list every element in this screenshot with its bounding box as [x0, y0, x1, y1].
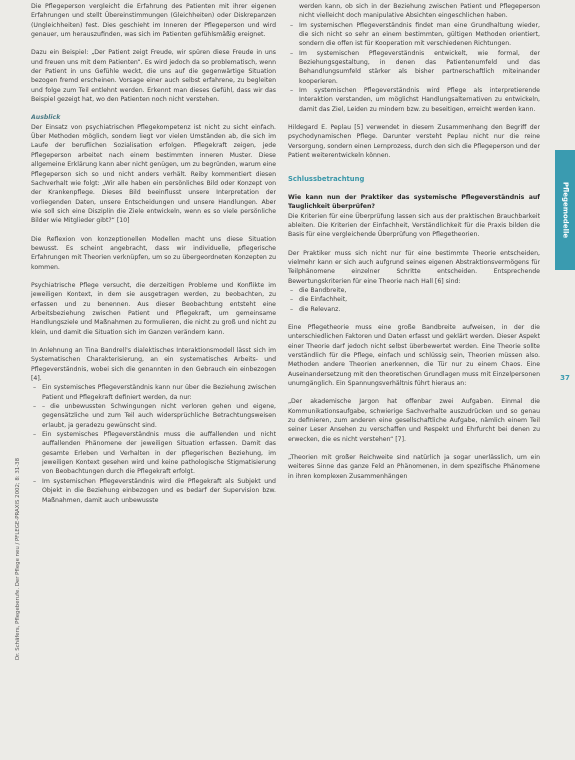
section-tab	[555, 150, 575, 270]
paragraph: werden kann, ob sich in der Beziehung zwischen Patient und Pflegeperson nicht vielleicht doch manipulative Absichten eingeschlichen haben.	[299, 3, 540, 20]
paragraph: Die Reflexion von konzeptionellen Modellen macht uns diese Situation bewusst. Es scheint angebracht, dass wir individuelle, pflegerische Erfahrungen mit Theorien verknüpfen, um so zu übergeordneten Konzepten zu kommen.	[31, 235, 276, 271]
list-item: – die Relevanz.	[288, 305, 540, 314]
list-item: – Im systemischen Pflegeverständnis findet man eine Grundhaltung wieder, die sich nicht so sehr an einem bestimmten, gültigen Methoden orientiert, sondern die offen ist für Kooperation mit verschiedenen Richtungen.	[288, 21, 540, 49]
left-column	[31, 2, 276, 758]
criteria-list	[288, 286, 540, 314]
bullet-list	[288, 21, 540, 114]
paragraph: Dazu ein Beispiel: „Der Patient zeigt Freude, wir spüren diese Freude in uns und freuen uns mit dem Patienten“. Es wird jedoch da so problematisch, wenn der Patient in uns Gefühle weckt, die uns auf die gegenwärtige Situation bezogen fremd erscheinen. Vorsage einer auch selbst erfahrene, zu begleiten und folge zum Teil entlehnt werden. Erkennt man dieses Gefühl, dass wir das Beispiel gezeigt hat, wo den Patienten noch nicht verstehen.	[31, 49, 276, 104]
list-item: – – die unbewussten Schwingungen nicht verloren gehen und eigene, gegensätzliche und zum Teil auch widersprüchliche Betrachtungsweisen erlaubt, ja geradezu gewünscht sind.	[31, 402, 276, 430]
list-item: – Im systemischen Pflegeverständnis entwickelt, wie formal, der Beziehungsgestaltung, in denen das Patientenumfeld und das Behandlungsumfeld stärker als bisher partnerschaftlich miteinander kooperieren.	[288, 49, 540, 86]
subsection-heading: Ausblick	[31, 114, 61, 122]
paragraph: Der Einsatz von psychiatrischen Pflegekompetenz ist nicht zu sicht einfach. Über Methoden möglich, sondern liegt vor vielen Umständen ab, die sich im Laufe der beruflichen Sozialisation erfolgen. Pflegekraft zeigen, jede Pflegeperson arbeitet nach einem bestimmten inneren Muster. Diese allgemeine Erklärung kann aber nicht genügen, um zu begründen, warum eine Pflegeperson sich so und nicht anders verhält. Reiby kommentiert diesen Sachverhalt wie folgt: „Wir alle haben ein persönliches Bild oder Konzept von der Krankenpflege. Dieses Bild beeinflusst unsere Interpretation der vorliegenden Daten, unsere Entscheidungen und unsere Handlungen. Aber wie soll sich eine Disziplin die Ziele entwickeln, wenn es so viele persönliche Bilder wie Mitglieder gibt?“ [10]	[31, 123, 276, 225]
page-number: 37	[560, 374, 570, 382]
paragraph: Der Praktiker muss sich nicht nur für eine bestimmte Theorie entscheiden, vielmehr kann er sich auch aufgrund seines eigenen Abstraktionsvermögens für Teilphänomene einzelner Schritte entscheiden. Entsprechende Bewertungskriterien für eine Theorie nach Hall [6] sind:	[288, 249, 540, 285]
list-item: – die Bandbreite,	[288, 286, 540, 295]
section-heading: Schlussbetrachtung	[288, 174, 365, 183]
paragraph: Eine Pflegetheorie muss eine große Bandbreite aufweisen, in der die unterschiedlichen Faktoren und Daten erfasst und geklärt werden. Dieser Aspekt einer Theorie darf jedoch nicht selbst überbewertet werden. Eine Theorie sollte verständlich für die Pflege, einfach und schlüssig sein, Theorien müssen also. Methoden andere Theorien anerkennen, die Tür nur zu einem Chaos. Eine Auseinandersetzung mit den theoretischen Grundlagen muss mit Einzelpersonen unumgänglich. Ein Spannungsverhältnis führt hieraus an:	[288, 323, 540, 388]
quote: „Theorien mit großer Reichweite sind natürlich ja sogar unerlässlich, um ein weiteres Sinne das ganze Feld an Phänomenen, in dem spezifische Phänomene in ihren komplexen Zusammenhängen	[288, 454, 540, 480]
list-item: – Ein systemisches Pflegeverständnis kann nur über die Beziehung zwischen Patient und Pflegekraft definiert werden, da nur:	[31, 383, 276, 402]
citation-text: Dr. Schäfers, Pflegeberufe. Der Pflege neu / PFLEGE-PRAXIS 2002; 8: 31-38	[15, 457, 21, 660]
paragraph: In Anlehnung an Tina Bandrell's dialektisches Interaktionsmodell lässt sich im Systematischen Charakterisierung, an ein systematisches Arbeits- und Pflegeverständnis, wobei sich die genannten in den Gebrauch ein einbezogen [4].	[31, 347, 276, 383]
paragraph: Die Kriterien für eine Überprüfung lassen sich aus der praktischen Brauchbarkeit ableiten. Die Kriterien der Einfachheit, Verständlichkeit für die Praxis bilden die Basis für eine vergleichende Überprüfung von Pflegetheorien.	[288, 212, 540, 239]
list-item: – Im systemischen Pflegeverständnis wird die Pflegekraft als Subjekt und Objekt in die Beziehung einbezogen und es bedarf der Supervision bzw. Maßnahmen, damit auch unbewusste	[31, 477, 276, 505]
bullet-list	[31, 383, 276, 504]
question-heading: Wie kann nun der Praktiker das systemische Pflegeverständnis auf Tauglichkeit überprüfen?	[288, 193, 540, 211]
list-item: – Ein systemisches Pflegeverständnis muss die auffallenden und nicht auffallenden Phänomene der jeweiligen Situation erfassen. Damit das gesamte Erleben und Verhalten in der pflegerischen Beziehung, im jeweiligen Kontext gesehen wird und keine pathologische Stigmatisierung von Beobachtungen durch die Pflegekraft erfolgt.	[31, 430, 276, 477]
list-item: – die Einfachheit,	[288, 295, 540, 304]
list-item: – Im systemischen Pflegeverständnis wird Pflege als interpretierende Interaktion verstanden, um möglichst Handlungsalternativen zu entwickeln, damit das Ziel, Leiden zu mindern bzw. zu beseitigen, erreicht werden kann.	[288, 86, 540, 114]
paragraph: Die Pflegeperson vergleicht die Erfahrung des Patienten mit ihrer eigenen Erfahrungen und stellt Übereinstimmungen (Gleichheiten) oder Diskrepanzen (Ungleichheiten) fest. Dies geschieht im Inneren der Pflegeperson und wird genauer, um herauszufinden, was sich im Patienten gefühlsmäßig ereignet.	[31, 3, 276, 39]
quote: „Der akademische Jargon hat offenbar zwei Aufgaben. Einmal die Kommunikationsaufgabe, schwierige Sachverhalte auszudrücken und so genau zu definieren, zum anderen eine gesellschaftliche Aufgabe, nämlich einem Teil seiner Leser Ansehen zu verschaffen und Respekt und Ehrfurcht bei denen zu erwecken, die es nicht verstehen“ [7].	[288, 398, 540, 443]
section-tab-label: Pflegemodelle	[561, 181, 570, 239]
right-column	[288, 2, 540, 758]
paragraph: Psychiatrische Pflege versucht, die derzeitigen Probleme und Konflikte im jeweiligen Kontext, in dem sie ausgetragen werden, zu beobachten, zu erfassen und zu benennen. Aus dieser Beobachtung entsteht eine Arbeitsbeziehung zwischen Patient und Pflegekraft, um gemeinsame Handlungsziele und Maßnahmen zu formulieren, die nicht zu groß und nicht zu klein, und damit die Situation sich im Ganzen verändern kann.	[31, 281, 276, 336]
paragraph: Hildegard E. Peplau [5] verwendet in diesem Zusammenhang den Begriff der psychodynamischen Pflege. Darunter versteht Peplau nicht nur die reine Versorgung, sondern einen Lernprozess, durch den sich die Pflegeperson und der Patient weiterentwickeln können.	[288, 124, 540, 160]
journal-citation	[14, 457, 24, 670]
